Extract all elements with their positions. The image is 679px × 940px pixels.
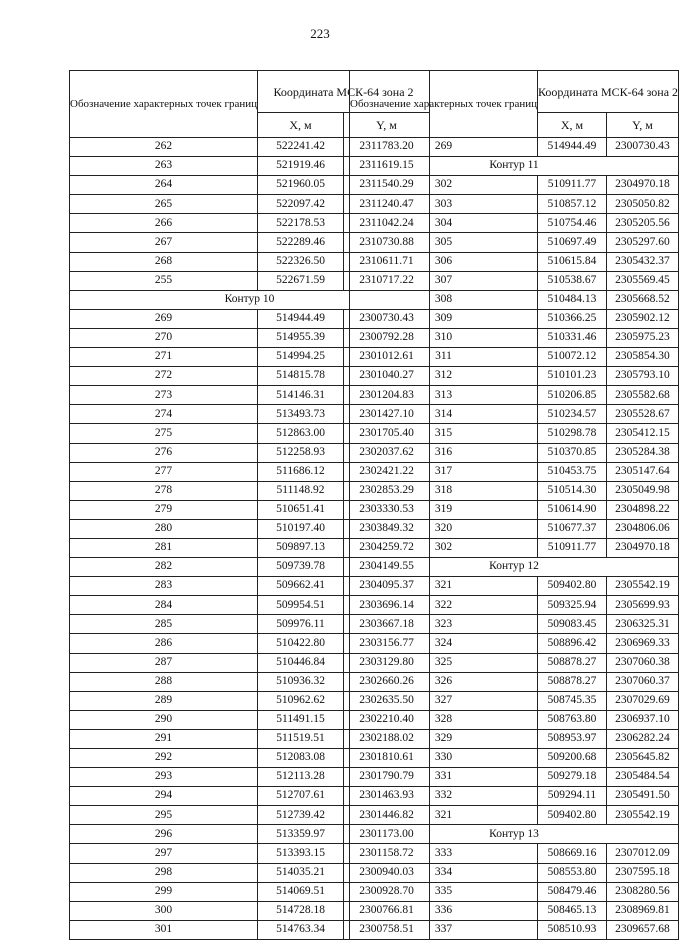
x-coordinate-cell: 510446.84 — [258, 653, 344, 672]
x-coordinate-cell: 509402.80 — [538, 577, 607, 596]
table-row — [350, 138, 679, 157]
x-coordinate-cell: 508878.27 — [538, 672, 607, 691]
y-coordinate-cell: 2311619.15 — [344, 157, 430, 176]
x-column-header: X, м — [538, 113, 607, 138]
y-coordinate-cell: 2301204.83 — [344, 386, 430, 405]
contour-label: Контур 11 — [350, 157, 679, 176]
y-coordinate-cell: 2303330.53 — [344, 500, 430, 519]
x-coordinate-cell: 514944.49 — [538, 138, 607, 157]
y-coordinate-cell: 2300766.81 — [344, 901, 430, 920]
x-coordinate-cell: 510331.46 — [538, 328, 607, 347]
y-coordinate-cell: 2305484.54 — [606, 768, 678, 787]
x-coordinate-cell: 512083.08 — [258, 749, 344, 768]
table-row — [350, 500, 679, 519]
x-coordinate-cell: 512739.42 — [258, 806, 344, 825]
y-coordinate-cell: 2311783.20 — [344, 138, 430, 157]
table-row — [350, 328, 679, 347]
y-coordinate-cell: 2310611.71 — [344, 252, 430, 271]
point-number-cell: 275 — [70, 424, 258, 443]
point-number-cell: 315 — [350, 424, 538, 443]
point-number-cell: 270 — [70, 328, 258, 347]
point-number-cell: 314 — [350, 405, 538, 424]
y-coordinate-cell: 2301810.61 — [344, 749, 430, 768]
table-row — [350, 538, 679, 557]
point-designation-header: Обозначение характерных точек границ — [350, 71, 538, 138]
x-coordinate-cell: 510197.40 — [258, 519, 344, 538]
x-coordinate-cell: 509662.41 — [258, 577, 344, 596]
x-coordinate-cell: 514035.21 — [258, 863, 344, 882]
x-coordinate-cell: 513359.97 — [258, 825, 344, 844]
point-number-cell: 304 — [350, 214, 538, 233]
table-row — [350, 710, 679, 729]
point-number-cell: 285 — [70, 615, 258, 634]
point-number-cell: 309 — [350, 309, 538, 328]
table-row — [350, 462, 679, 481]
point-number-cell: 283 — [70, 577, 258, 596]
y-coordinate-cell: 2305975.23 — [606, 328, 678, 347]
y-coordinate-cell: 2301040.27 — [344, 367, 430, 386]
table-row — [350, 424, 679, 443]
point-number-cell: 325 — [350, 653, 538, 672]
x-coordinate-cell: 510366.25 — [538, 309, 607, 328]
coordinate-system-header: Координата МСК-64 зона 2 — [258, 71, 430, 113]
x-coordinate-cell: 522326.50 — [258, 252, 344, 271]
point-number-cell: 267 — [70, 233, 258, 252]
point-number-cell: 311 — [350, 348, 538, 367]
y-coordinate-cell: 2300928.70 — [344, 882, 430, 901]
point-number-cell: 336 — [350, 901, 538, 920]
x-coordinate-cell: 509279.18 — [538, 768, 607, 787]
y-coordinate-cell: 2305432.37 — [606, 252, 678, 271]
x-coordinate-cell: 512863.00 — [258, 424, 344, 443]
table-row — [350, 806, 679, 825]
x-coordinate-cell: 509402.80 — [538, 806, 607, 825]
table-row — [350, 768, 679, 787]
y-coordinate-cell: 2305491.50 — [606, 787, 678, 806]
table-row — [350, 271, 679, 290]
point-number-cell: 323 — [350, 615, 538, 634]
table-row — [350, 405, 679, 424]
x-coordinate-cell: 512707.61 — [258, 787, 344, 806]
y-coordinate-cell: 2305284.38 — [606, 443, 678, 462]
x-coordinate-cell: 509954.51 — [258, 596, 344, 615]
y-coordinate-cell: 2305902.12 — [606, 309, 678, 328]
x-coordinate-cell: 514728.18 — [258, 901, 344, 920]
point-number-cell: 296 — [70, 825, 258, 844]
y-coordinate-cell: 2303156.77 — [344, 634, 430, 653]
point-number-cell: 292 — [70, 749, 258, 768]
y-coordinate-cell: 2305205.56 — [606, 214, 678, 233]
y-coordinate-cell: 2306325.31 — [606, 615, 678, 634]
point-number-cell: 334 — [350, 863, 538, 882]
table-row — [350, 615, 679, 634]
table-row — [350, 691, 679, 710]
point-number-cell: 301 — [70, 920, 258, 939]
y-coordinate-cell: 2301173.00 — [344, 825, 430, 844]
point-number-cell: 316 — [350, 443, 538, 462]
table-row — [350, 749, 679, 768]
x-coordinate-cell: 522671.59 — [258, 271, 344, 290]
table-row — [350, 309, 679, 328]
table-row — [350, 920, 679, 939]
y-coordinate-cell: 2305147.64 — [606, 462, 678, 481]
y-coordinate-cell: 2301446.82 — [344, 806, 430, 825]
table-row — [350, 863, 679, 882]
x-coordinate-cell: 510453.75 — [538, 462, 607, 481]
contour-row — [350, 157, 679, 176]
y-coordinate-cell: 2304970.18 — [606, 538, 678, 557]
point-number-cell: 266 — [70, 214, 258, 233]
point-number-cell: 264 — [70, 176, 258, 195]
x-column-header: X, м — [258, 113, 344, 138]
x-coordinate-cell: 510538.67 — [538, 271, 607, 290]
point-number-cell: 291 — [70, 729, 258, 748]
table-row — [350, 386, 679, 405]
x-coordinate-cell: 514763.34 — [258, 920, 344, 939]
y-column-header: Y, м — [606, 113, 678, 138]
point-number-cell: 280 — [70, 519, 258, 538]
y-coordinate-cell: 2305569.45 — [606, 271, 678, 290]
x-coordinate-cell: 509294.11 — [538, 787, 607, 806]
table-row — [350, 348, 679, 367]
y-coordinate-cell: 2308280.56 — [606, 882, 678, 901]
x-coordinate-cell: 522178.53 — [258, 214, 344, 233]
x-coordinate-cell: 510857.12 — [538, 195, 607, 214]
x-coordinate-cell: 510615.84 — [538, 252, 607, 271]
point-number-cell: 337 — [350, 920, 538, 939]
x-coordinate-cell: 522241.42 — [258, 138, 344, 157]
x-coordinate-cell: 510072.12 — [538, 348, 607, 367]
y-coordinate-cell: 2301705.40 — [344, 424, 430, 443]
table-row — [350, 653, 679, 672]
y-coordinate-cell: 2300730.43 — [344, 309, 430, 328]
point-number-cell: 281 — [70, 538, 258, 557]
x-coordinate-cell: 511491.15 — [258, 710, 344, 729]
x-coordinate-cell: 510614.90 — [538, 500, 607, 519]
point-number-cell: 282 — [70, 558, 258, 577]
table-row — [350, 481, 679, 500]
y-coordinate-cell: 2300758.51 — [344, 920, 430, 939]
x-coordinate-cell: 522097.42 — [258, 195, 344, 214]
y-coordinate-cell: 2302210.40 — [344, 710, 430, 729]
y-coordinate-cell: 2300730.43 — [606, 138, 678, 157]
x-coordinate-cell: 521960.05 — [258, 176, 344, 195]
table-row — [350, 443, 679, 462]
y-coordinate-cell: 2305542.19 — [606, 806, 678, 825]
table-row — [350, 176, 679, 195]
x-coordinate-cell: 514815.78 — [258, 367, 344, 386]
y-coordinate-cell: 2305297.60 — [606, 233, 678, 252]
y-coordinate-cell: 2310730.88 — [344, 233, 430, 252]
x-coordinate-cell: 510936.32 — [258, 672, 344, 691]
point-number-cell: 273 — [70, 386, 258, 405]
point-number-cell: 332 — [350, 787, 538, 806]
y-coordinate-cell: 2302037.62 — [344, 443, 430, 462]
x-coordinate-cell: 509976.11 — [258, 615, 344, 634]
x-coordinate-cell: 514955.39 — [258, 328, 344, 347]
point-number-cell: 263 — [70, 157, 258, 176]
contour-label: Контур 12 — [350, 558, 679, 577]
point-number-cell: 272 — [70, 367, 258, 386]
table-row — [350, 787, 679, 806]
x-coordinate-cell: 514944.49 — [258, 309, 344, 328]
point-number-cell: 321 — [350, 806, 538, 825]
point-number-cell: 265 — [70, 195, 258, 214]
point-number-cell: 274 — [70, 405, 258, 424]
x-coordinate-cell: 508763.80 — [538, 710, 607, 729]
table-row — [350, 901, 679, 920]
point-number-cell: 305 — [350, 233, 538, 252]
y-coordinate-cell: 2307060.38 — [606, 653, 678, 672]
y-coordinate-cell: 2303667.18 — [344, 615, 430, 634]
point-number-cell: 289 — [70, 691, 258, 710]
y-coordinate-cell: 2305699.93 — [606, 596, 678, 615]
table-row — [350, 844, 679, 863]
y-coordinate-cell: 2301463.93 — [344, 787, 430, 806]
x-coordinate-cell: 510677.37 — [538, 519, 607, 538]
y-coordinate-cell: 2305542.19 — [606, 577, 678, 596]
x-coordinate-cell: 511519.51 — [258, 729, 344, 748]
y-column-header: Y, м — [344, 113, 430, 138]
y-coordinate-cell: 2305854.30 — [606, 348, 678, 367]
point-number-cell: 313 — [350, 386, 538, 405]
x-coordinate-cell: 511686.12 — [258, 462, 344, 481]
x-coordinate-cell: 508479.46 — [538, 882, 607, 901]
table-row — [350, 634, 679, 653]
point-number-cell: 322 — [350, 596, 538, 615]
point-number-cell: 284 — [70, 596, 258, 615]
y-coordinate-cell: 2311240.47 — [344, 195, 430, 214]
point-number-cell: 320 — [350, 519, 538, 538]
y-coordinate-cell: 2307012.09 — [606, 844, 678, 863]
y-coordinate-cell: 2302853.29 — [344, 481, 430, 500]
y-coordinate-cell: 2301427.10 — [344, 405, 430, 424]
point-number-cell: 331 — [350, 768, 538, 787]
y-coordinate-cell: 2300792.28 — [344, 328, 430, 347]
table-row — [350, 882, 679, 901]
x-coordinate-cell: 510651.41 — [258, 500, 344, 519]
x-coordinate-cell: 510206.85 — [538, 386, 607, 405]
point-number-cell: 298 — [70, 863, 258, 882]
x-coordinate-cell: 508553.80 — [538, 863, 607, 882]
table-row — [350, 195, 679, 214]
point-number-cell: 268 — [70, 252, 258, 271]
y-coordinate-cell: 2306282.24 — [606, 729, 678, 748]
x-coordinate-cell: 509083.45 — [538, 615, 607, 634]
point-number-cell: 286 — [70, 634, 258, 653]
point-number-cell: 330 — [350, 749, 538, 768]
y-coordinate-cell: 2304149.55 — [344, 558, 430, 577]
point-number-cell: 290 — [70, 710, 258, 729]
y-coordinate-cell: 2304095.37 — [344, 577, 430, 596]
x-coordinate-cell: 510370.85 — [538, 443, 607, 462]
x-coordinate-cell: 509325.94 — [538, 596, 607, 615]
x-coordinate-cell: 522289.46 — [258, 233, 344, 252]
x-coordinate-cell: 512113.28 — [258, 768, 344, 787]
point-number-cell: 326 — [350, 672, 538, 691]
x-coordinate-cell: 508669.16 — [538, 844, 607, 863]
table-row — [350, 367, 679, 386]
x-coordinate-cell: 513393.15 — [258, 844, 344, 863]
y-coordinate-cell: 2300940.03 — [344, 863, 430, 882]
point-number-cell: 303 — [350, 195, 538, 214]
y-coordinate-cell: 2303696.14 — [344, 596, 430, 615]
point-number-cell: 318 — [350, 481, 538, 500]
coordinate-system-header: Координата МСК-64 зона 2 — [538, 71, 679, 113]
point-number-cell: 327 — [350, 691, 538, 710]
y-coordinate-cell: 2301012.61 — [344, 348, 430, 367]
point-number-cell: 271 — [70, 348, 258, 367]
y-coordinate-cell: 2303129.80 — [344, 653, 430, 672]
point-number-cell: 335 — [350, 882, 538, 901]
point-number-cell: 308 — [350, 290, 538, 309]
table-row — [350, 290, 679, 309]
x-coordinate-cell: 512258.93 — [258, 443, 344, 462]
y-coordinate-cell: 2301158.72 — [344, 844, 430, 863]
x-coordinate-cell: 514069.51 — [258, 882, 344, 901]
y-coordinate-cell: 2305049.98 — [606, 481, 678, 500]
x-coordinate-cell: 510234.57 — [538, 405, 607, 424]
point-number-cell: 300 — [70, 901, 258, 920]
x-coordinate-cell: 509739.78 — [258, 558, 344, 577]
y-coordinate-cell: 2305528.67 — [606, 405, 678, 424]
x-coordinate-cell: 510422.80 — [258, 634, 344, 653]
y-coordinate-cell: 2304970.18 — [606, 176, 678, 195]
point-number-cell: 302 — [350, 176, 538, 195]
point-number-cell: 317 — [350, 462, 538, 481]
point-number-cell: 333 — [350, 844, 538, 863]
point-number-cell: 324 — [350, 634, 538, 653]
y-coordinate-cell: 2304898.22 — [606, 500, 678, 519]
page-number: 223 — [310, 26, 330, 41]
point-number-cell: 328 — [350, 710, 538, 729]
x-coordinate-cell: 511148.92 — [258, 481, 344, 500]
x-coordinate-cell: 509897.13 — [258, 538, 344, 557]
y-coordinate-cell: 2306969.33 — [606, 634, 678, 653]
point-number-cell: 255 — [70, 271, 258, 290]
y-coordinate-cell: 2304806.06 — [606, 519, 678, 538]
table-row — [350, 214, 679, 233]
contour-label: Контур 10 — [70, 290, 430, 309]
y-coordinate-cell: 2311042.24 — [344, 214, 430, 233]
point-number-cell: 262 — [70, 138, 258, 157]
x-coordinate-cell: 510298.78 — [538, 424, 607, 443]
point-number-cell: 294 — [70, 787, 258, 806]
point-number-cell: 269 — [350, 138, 538, 157]
y-coordinate-cell: 2309657.68 — [606, 920, 678, 939]
point-number-cell: 295 — [70, 806, 258, 825]
x-coordinate-cell: 508465.13 — [538, 901, 607, 920]
y-coordinate-cell: 2305645.82 — [606, 749, 678, 768]
point-number-cell: 278 — [70, 481, 258, 500]
point-number-cell: 297 — [70, 844, 258, 863]
y-coordinate-cell: 2305412.15 — [606, 424, 678, 443]
y-coordinate-cell: 2302660.26 — [344, 672, 430, 691]
y-coordinate-cell: 2307029.69 — [606, 691, 678, 710]
x-coordinate-cell: 514994.25 — [258, 348, 344, 367]
x-coordinate-cell: 510754.46 — [538, 214, 607, 233]
point-number-cell: 312 — [350, 367, 538, 386]
y-coordinate-cell: 2307060.37 — [606, 672, 678, 691]
x-coordinate-cell: 521919.46 — [258, 157, 344, 176]
coordinates-table-right — [349, 70, 679, 940]
y-coordinate-cell: 2305793.10 — [606, 367, 678, 386]
y-coordinate-cell: 2305582.68 — [606, 386, 678, 405]
x-coordinate-cell: 508896.42 — [538, 634, 607, 653]
point-designation-header: Обозначение характерных точек границ — [70, 71, 258, 138]
table-row — [350, 252, 679, 271]
x-coordinate-cell: 514146.31 — [258, 386, 344, 405]
x-coordinate-cell: 510911.77 — [538, 538, 607, 557]
point-number-cell: 299 — [70, 882, 258, 901]
x-coordinate-cell: 508878.27 — [538, 653, 607, 672]
point-number-cell: 319 — [350, 500, 538, 519]
x-coordinate-cell: 510101.23 — [538, 367, 607, 386]
x-coordinate-cell: 508745.35 — [538, 691, 607, 710]
point-number-cell: 321 — [350, 577, 538, 596]
y-coordinate-cell: 2310717.22 — [344, 271, 430, 290]
y-coordinate-cell: 2305668.52 — [606, 290, 678, 309]
y-coordinate-cell: 2308969.81 — [606, 901, 678, 920]
x-coordinate-cell: 508953.97 — [538, 729, 607, 748]
y-coordinate-cell: 2307595.18 — [606, 863, 678, 882]
x-coordinate-cell: 510962.62 — [258, 691, 344, 710]
y-coordinate-cell: 2304259.72 — [344, 538, 430, 557]
y-coordinate-cell: 2306937.10 — [606, 710, 678, 729]
point-number-cell: 307 — [350, 271, 538, 290]
y-coordinate-cell: 2303849.32 — [344, 519, 430, 538]
contour-row — [350, 825, 679, 844]
point-number-cell: 276 — [70, 443, 258, 462]
x-coordinate-cell: 508510.93 — [538, 920, 607, 939]
point-number-cell: 306 — [350, 252, 538, 271]
point-number-cell: 277 — [70, 462, 258, 481]
point-number-cell: 329 — [350, 729, 538, 748]
x-coordinate-cell: 510697.49 — [538, 233, 607, 252]
x-coordinate-cell: 510484.13 — [538, 290, 607, 309]
x-coordinate-cell: 509200.68 — [538, 749, 607, 768]
point-number-cell: 279 — [70, 500, 258, 519]
x-coordinate-cell: 510514.30 — [538, 481, 607, 500]
y-coordinate-cell: 2301790.79 — [344, 768, 430, 787]
y-coordinate-cell: 2302635.50 — [344, 691, 430, 710]
contour-label: Контур 13 — [350, 825, 679, 844]
y-coordinate-cell: 2302421.22 — [344, 462, 430, 481]
table-row — [350, 729, 679, 748]
table-row — [350, 672, 679, 691]
y-coordinate-cell: 2302188.02 — [344, 729, 430, 748]
point-number-cell: 287 — [70, 653, 258, 672]
point-number-cell: 293 — [70, 768, 258, 787]
point-number-cell: 302 — [350, 538, 538, 557]
table-row — [350, 577, 679, 596]
contour-row — [350, 558, 679, 577]
x-coordinate-cell: 510911.77 — [538, 176, 607, 195]
y-coordinate-cell: 2305050.82 — [606, 195, 678, 214]
point-number-cell: 269 — [70, 309, 258, 328]
table-row — [350, 233, 679, 252]
table-row — [350, 519, 679, 538]
y-coordinate-cell: 2311540.29 — [344, 176, 430, 195]
table-row — [350, 596, 679, 615]
point-number-cell: 310 — [350, 328, 538, 347]
x-coordinate-cell: 513493.73 — [258, 405, 344, 424]
point-number-cell: 288 — [70, 672, 258, 691]
